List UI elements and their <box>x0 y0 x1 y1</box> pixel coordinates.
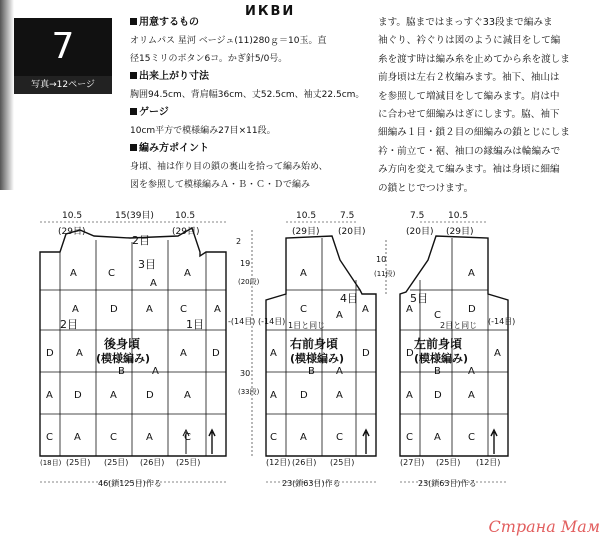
height-label: 10 <box>376 255 387 264</box>
gauge-title: ゲージ <box>130 104 370 122</box>
height-label: 30 <box>240 369 251 378</box>
text-line: に合わせて細編みはぎにします。脇、袖下 <box>378 109 560 121</box>
cell-label: A <box>146 304 153 315</box>
bottom-sts: (25目) <box>330 458 355 467</box>
cell-label: A <box>70 268 77 279</box>
cell-label: C <box>180 304 187 315</box>
photo-edge <box>0 0 14 190</box>
cell-label: A <box>46 390 53 401</box>
cell-label: A <box>184 390 191 401</box>
cell-label: C <box>406 432 413 443</box>
back-dec-right: 1目 <box>186 318 204 331</box>
cell-label: A <box>434 432 441 443</box>
cell-label: A <box>184 268 191 279</box>
back-name-sub: (模様編み) <box>96 352 151 365</box>
lf-top-right-sts: (29目) <box>446 227 474 237</box>
back-bottom: 46(鎖125目)作る <box>98 479 162 488</box>
bottom-sts: (25目) <box>66 458 91 467</box>
text-line: の鎖とじでつけます。 <box>378 182 474 194</box>
rf-name-sub: (模様編み) <box>290 352 345 365</box>
text-line: を参照して増減目をして編みます。肩は中 <box>378 90 560 102</box>
materials-title: 用意するもの <box>130 14 370 32</box>
back-neck-note: 2目 <box>132 234 150 247</box>
left-front-panel <box>374 211 515 488</box>
text-line: 糸を渡す時は編み糸を止めてから糸を渡しま <box>378 53 570 65</box>
lf-dec-note: 2目と同じ <box>440 321 478 330</box>
cell-label: A <box>110 390 117 401</box>
instructions-left <box>130 14 370 194</box>
cell-label: A <box>146 432 153 443</box>
rf-b-label: B <box>308 366 315 377</box>
cell-label: D <box>74 390 82 401</box>
materials-line: オリムパス 星河 ベージュ(11)280ｇ＝10玉。直 <box>130 36 327 46</box>
cell-label: A <box>406 304 413 315</box>
rf-top-left-sts: (29目) <box>292 227 320 237</box>
cell-label: D <box>146 390 154 401</box>
cell-label: C <box>434 310 441 321</box>
rf-top-right: 7.5 <box>340 211 355 221</box>
cell-label: A <box>300 432 307 443</box>
cell-label: D <box>406 348 414 359</box>
watermark-text: Страна Мам <box>488 517 600 536</box>
text-line: 袖ぐり、衿ぐりは図のように減目をして編 <box>378 35 561 47</box>
gauge-text: 10cm平方で模様編み27目×11段。 <box>130 126 276 136</box>
back-name: 後身頃 <box>104 337 141 351</box>
cell-label: A <box>76 348 83 359</box>
lf-top-left-sts: (20目) <box>406 227 434 237</box>
lf-top-left: 7.5 <box>410 211 425 221</box>
page-heading: ИКВИ <box>245 4 296 19</box>
cell-label: D <box>212 348 220 359</box>
height-label: (33段) <box>238 388 260 396</box>
lf-b-label2: A <box>468 366 475 377</box>
bottom-sts: (25目) <box>176 458 201 467</box>
rf-bottom: 23(鎖63目)作る <box>282 479 341 488</box>
bottom-sts: (25目) <box>104 458 129 467</box>
cell-label: A <box>74 432 81 443</box>
lf-dec: 5目 <box>410 292 428 305</box>
back-b-label2: A <box>152 366 159 377</box>
height-label: (11段) <box>374 270 396 278</box>
bottom-sts: (25目) <box>436 458 461 467</box>
back-panel <box>40 210 260 488</box>
points-title: 編み方ポイント <box>130 140 370 158</box>
bottom-sts: (12目) <box>266 458 291 467</box>
points-line: 身頃、袖は作り目の鎖の裏山を拾って編み始め、 <box>130 162 328 172</box>
cell-label: A <box>270 390 277 401</box>
bottom-sts: (12目) <box>476 458 501 467</box>
cell-label: C <box>270 432 277 443</box>
size-text: 胸囲94.5cm、背肩幅36cm、丈52.5cm、袖丈22.5cm。 <box>130 90 365 100</box>
lf-side-note: (-14目) <box>488 317 516 326</box>
rf-top-right-sts: (20目) <box>338 227 366 237</box>
text-line: 衿・前立て・裾、袖口の縁編みは輪編みで <box>378 145 561 157</box>
bottom-sts: (26目) <box>292 458 317 467</box>
rf-side-note: (-14目) <box>258 317 286 326</box>
cell-label: A <box>468 268 475 279</box>
cell-label: D <box>434 390 442 401</box>
knitting-schematic <box>0 200 610 500</box>
cell-label: D <box>110 304 118 315</box>
cell-label: A <box>336 310 343 321</box>
back-top-right-sts: (29目) <box>172 227 200 237</box>
cell-label: A <box>494 348 501 359</box>
cell-label: C <box>110 432 117 443</box>
cell-label: A <box>180 348 187 359</box>
cell-label: A <box>150 278 157 289</box>
back-b-label: B <box>118 366 125 377</box>
pattern-number: 7 <box>14 18 112 76</box>
cell-label: D <box>46 348 54 359</box>
bottom-sts: (18目) <box>40 459 62 467</box>
instructions-right <box>378 14 608 198</box>
height-label: (20段) <box>238 278 260 286</box>
lf-b-label: B <box>434 366 441 377</box>
cell-label: A <box>214 304 221 315</box>
lf-name: 左前身頃 <box>414 337 463 351</box>
bottom-sts: (27目) <box>400 458 425 467</box>
text-line: ます。脇まではまっすぐ33段まで編みま <box>378 17 553 28</box>
cell-label: C <box>108 268 115 279</box>
cell-label: C <box>46 432 53 443</box>
cell-label: A <box>300 268 307 279</box>
back-top-right: 10.5 <box>175 211 196 221</box>
bottom-sts: (26目) <box>140 458 165 467</box>
text-line: 前身頃は左右２枚編みます。袖下、袖山は <box>378 72 560 84</box>
rf-b-label2: A <box>336 366 343 377</box>
cell-label: A <box>468 390 475 401</box>
lf-top-right: 10.5 <box>448 211 469 221</box>
text-line: 細編み１目・鎖２目の細編みの鎖とじにしま <box>378 127 570 139</box>
cell-label: D <box>468 304 476 315</box>
rf-top-left: 10.5 <box>296 211 317 221</box>
rf-dec-note: 1目と同じ <box>288 321 326 330</box>
cell-label: C <box>184 432 191 443</box>
cell-label: D <box>362 348 370 359</box>
cell-label: A <box>362 304 369 315</box>
back-top-left-sts: (29目) <box>58 227 86 237</box>
materials-line: 径15ミリのボタン6コ。かぎ針5/0号。 <box>130 54 288 64</box>
lf-bottom: 23(鎖63目)作る <box>418 479 477 488</box>
right-front-panel <box>258 211 376 488</box>
cell-label: A <box>406 390 413 401</box>
cell-label: C <box>468 432 475 443</box>
cell-label: 3目 <box>138 258 156 271</box>
cell-label: D <box>300 390 308 401</box>
back-top-left: 10.5 <box>62 211 83 221</box>
lf-name-sub: (模様編み) <box>414 352 469 365</box>
back-dec-left: 2目 <box>60 318 78 331</box>
cell-label: A <box>72 304 79 315</box>
rf-dec: 4目 <box>340 292 358 305</box>
cell-label: A <box>270 348 277 359</box>
back-side-note: -(14目) <box>228 317 256 326</box>
back-top-mid: 15(39目) <box>115 211 154 221</box>
rf-name: 右前身頃 <box>290 337 339 351</box>
height-label: 19 <box>240 259 251 268</box>
photo-reference: 写真→12ページ <box>14 76 112 94</box>
cell-label: A <box>336 390 343 401</box>
cell-label: C <box>300 304 307 315</box>
points-line: 図を参照して模様編みＡ・Ｂ・Ｃ・Ｄで編み <box>130 180 311 190</box>
height-label: 2 <box>236 237 242 246</box>
text-line: み方向を変えて編みます。袖は身頃に細編 <box>378 164 560 176</box>
size-title: 出来上がり寸法 <box>130 68 370 86</box>
cell-label: C <box>336 432 343 443</box>
